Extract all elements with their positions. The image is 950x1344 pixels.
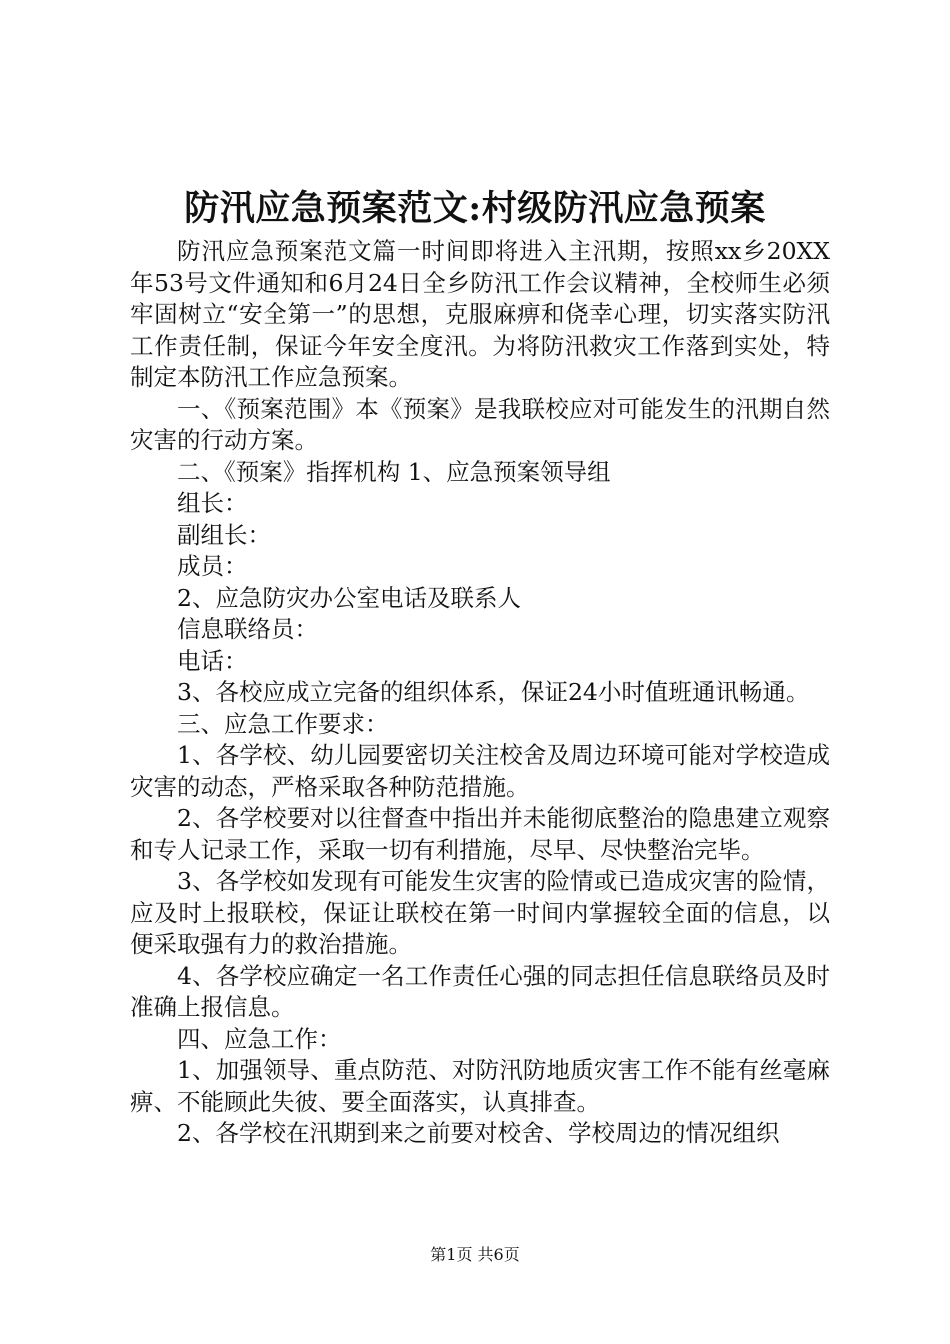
document-body bbox=[130, 236, 830, 1150]
paragraph: 1、加强领导、重点防范、对防汛防地质灾害工作不能有丝毫麻痹、不能顾此失彼、要全面落实，认真排查。 bbox=[130, 1056, 830, 1116]
paragraph: 1、各学校、幼儿园要密切关注校舍及周边环境可能对学校造成灾害的动态，严格采取各种防范措施。 bbox=[130, 741, 830, 801]
paragraph: 2、各学校在汛期到来之前要对校舍、学校周边的情况组织 bbox=[177, 1119, 780, 1147]
document-title: 防汛应急预案范文:村级防汛应急预案 bbox=[184, 188, 766, 229]
paragraph: 3、各校应成立完备的组织体系，保证24小时值班通讯畅通。 bbox=[177, 678, 810, 706]
paragraph: 2、各学校要对以往督查中指出并未能彻底整治的隐患建立观察和专人记录工作，采取一切有利措施，尽早、尽快整治完毕。 bbox=[130, 804, 830, 864]
paragraph: 二、《预案》指挥机构 1、应急预案领导组 bbox=[177, 457, 611, 486]
paragraph: 信息联络员： bbox=[177, 615, 318, 643]
paragraph: 副组长： bbox=[177, 520, 271, 549]
paragraph: 四、应急工作： bbox=[177, 1024, 342, 1053]
paragraph: 一、《预案范围》本《预案》是我联校应对可能发生的汛期自然灾害的行动方案。 bbox=[130, 394, 830, 454]
paragraph: 三、应急工作要求： bbox=[177, 709, 389, 738]
paragraph: 4、各学校应确定一名工作责任心强的同志担任信息联络员及时准确上报信息。 bbox=[130, 961, 830, 1021]
paragraph: 成员： bbox=[177, 552, 248, 580]
page-footer: 第1页 共6页 bbox=[430, 1245, 520, 1264]
paragraph: 组长： bbox=[177, 489, 248, 517]
paragraph: 防汛应急预案范文篇一时间即将进入主汛期，按照xx乡20XX年53号文件通知和6月24日全乡防汛工作会议精神，全校师生必须牢固树立“安全第一”的思想，克服麻痹和侥幸心理，切实落实防汛工作责任制，保证今年安全度汛。为将防汛救灾工作落到实处，特制定本防汛工作应急预案。 bbox=[130, 237, 830, 391]
paragraph: 电话： bbox=[177, 646, 248, 675]
paragraph: 3、各学校如发现有可能发生灾害的险情或已造成灾害的险情，应及时上报联校，保证让联校在第一时间内掌握较全面的信息，以便采取强有力的救治措施。 bbox=[130, 867, 830, 958]
paragraph: 2、应急防灾办公室电话及联系人 bbox=[177, 583, 521, 612]
